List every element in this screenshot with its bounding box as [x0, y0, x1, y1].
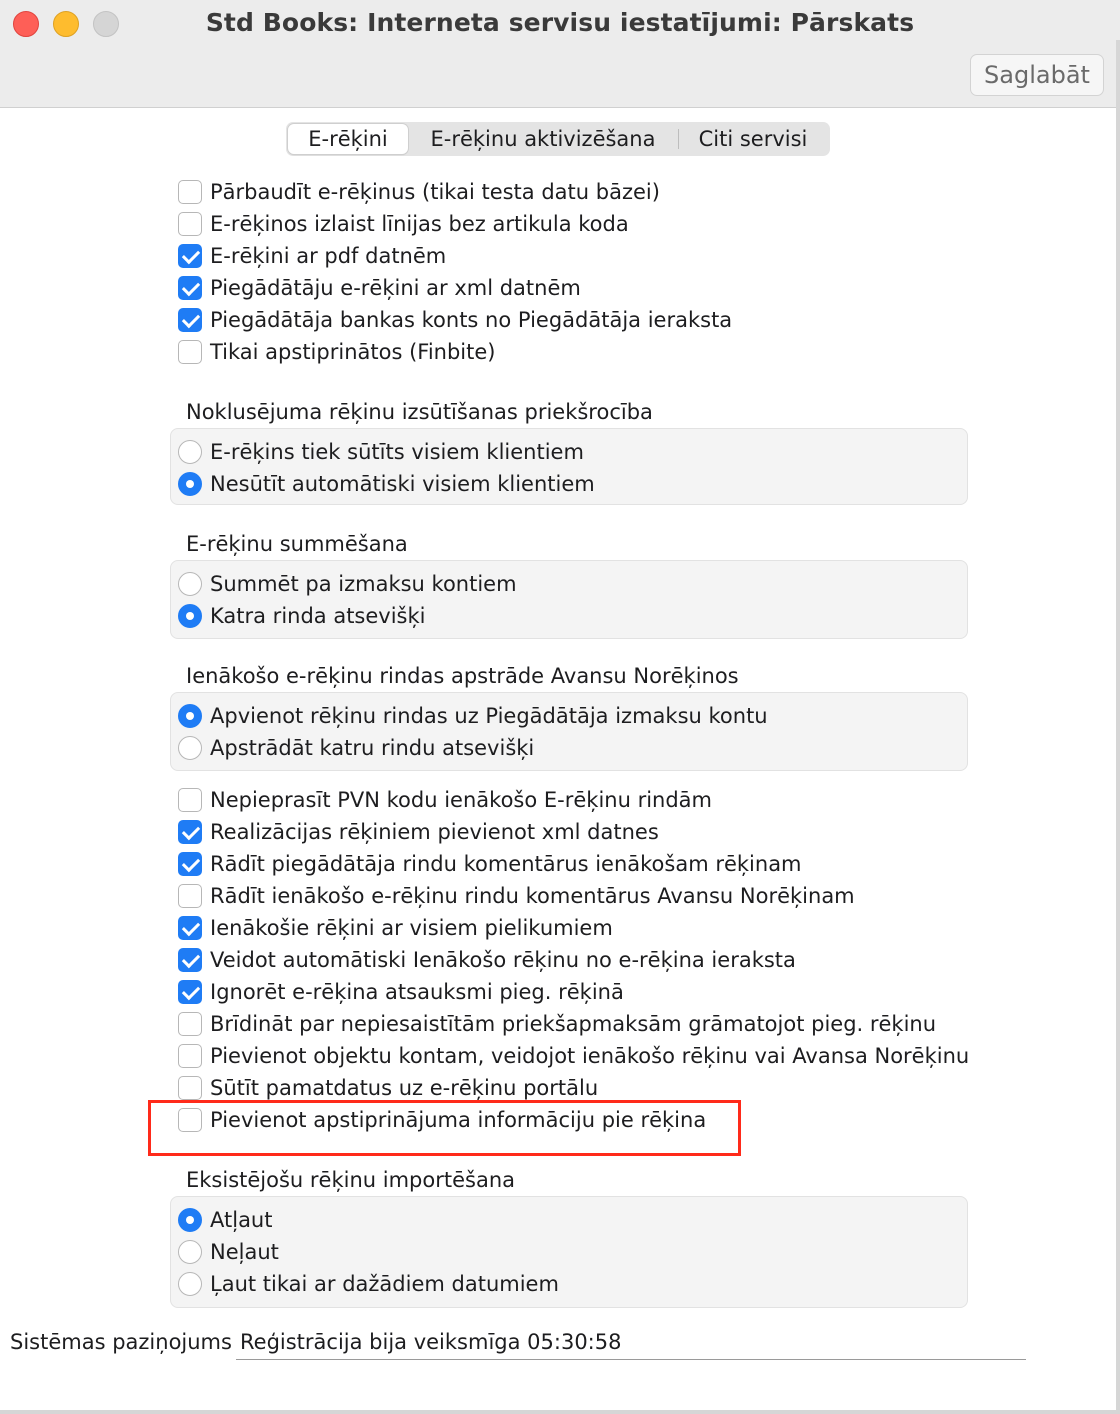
- radio-button[interactable]: [178, 1240, 202, 1264]
- incoming-processing-title: Ienākošo e-rēķinu rindas apstrāde Avansu Norēķinos: [186, 664, 739, 688]
- checkbox-row[interactable]: [178, 1073, 598, 1103]
- checkbox-row[interactable]: [178, 241, 446, 271]
- tab-e-invoice-activation[interactable]: E-rēķinu aktivizēšana: [430, 127, 656, 151]
- checkbox-label: Veidot automātiski Ienākošo rēķinu no e-rēķina ieraksta: [210, 948, 796, 972]
- checkbox[interactable]: [178, 820, 202, 844]
- checkbox[interactable]: [178, 884, 202, 908]
- radio-button[interactable]: [178, 604, 202, 628]
- radio-label: Atļaut: [210, 1208, 273, 1232]
- checkbox[interactable]: [178, 852, 202, 876]
- checkbox[interactable]: [178, 980, 202, 1004]
- checkbox-label: Sūtīt pamatdatus uz e-rēķinu portālu: [210, 1076, 599, 1100]
- radio-label: Katra rinda atsevišķi: [210, 604, 426, 628]
- radio-button[interactable]: [178, 1208, 202, 1232]
- checkbox[interactable]: [178, 1076, 202, 1100]
- checkbox-row[interactable]: [178, 337, 495, 367]
- checkbox-label: Realizācijas rēķiniem pievienot xml datnes: [210, 820, 659, 844]
- radio-label: Nesūtīt automātiski visiem klientiem: [210, 472, 595, 496]
- import-title: Eksistējošu rēķinu importēšana: [186, 1168, 515, 1192]
- checkbox-row[interactable]: [178, 881, 855, 911]
- checkbox-label: Pievienot objektu kontam, veidojot ienākošo rēķinu vai Avansa Norēķinu: [210, 1044, 970, 1068]
- radio-label: Summēt pa izmaksu kontiem: [210, 572, 517, 596]
- tab-bar: [286, 122, 830, 156]
- highlight-box: [148, 1100, 741, 1156]
- radio-row[interactable]: [178, 1269, 559, 1299]
- checkbox-label: E-rēķini ar pdf datnēm: [210, 244, 447, 268]
- checkbox-label: Rādīt ienākošo e-rēķinu rindu komentārus Avansu Norēķinam: [210, 884, 855, 908]
- checkbox-row[interactable]: [178, 1009, 936, 1039]
- checkbox-row[interactable]: [178, 209, 629, 239]
- checkbox-label: Rādīt piegādātāja rindu komentārus ienākošam rēķinam: [210, 852, 802, 876]
- checkbox-label: Ignorēt e-rēķina atsauksmi pieg. rēķinā: [210, 980, 624, 1004]
- status-message: Reģistrācija bija veiksmīga 05:30:58: [236, 1330, 1026, 1360]
- radio-label: E-rēķins tiek sūtīts visiem klientiem: [210, 440, 584, 464]
- checkbox-row[interactable]: [178, 273, 581, 303]
- radio-row[interactable]: [178, 437, 584, 467]
- summing-title: E-rēķinu summēšana: [186, 532, 408, 556]
- checkbox-label: Piegādātāja bankas konts no Piegādātāja ieraksta: [210, 308, 733, 332]
- radio-button[interactable]: [178, 440, 202, 464]
- checkbox[interactable]: [178, 916, 202, 940]
- radio-button[interactable]: [178, 472, 202, 496]
- checkbox-label: Ienākošie rēķini ar visiem pielikumiem: [210, 916, 613, 940]
- radio-row[interactable]: [178, 701, 768, 731]
- title-bar: [0, 0, 1120, 108]
- save-button[interactable]: Saglabāt: [970, 54, 1104, 96]
- radio-row[interactable]: [178, 1237, 279, 1267]
- checkbox-row[interactable]: [178, 913, 613, 943]
- checkbox-label: Pārbaudīt e-rēķinus (tikai testa datu bāzei): [210, 180, 660, 204]
- checkbox[interactable]: [178, 1012, 202, 1036]
- checkbox[interactable]: [178, 948, 202, 972]
- checkbox-label: Pievienot apstiprinājuma informāciju pie rēķina: [210, 1108, 707, 1132]
- radio-button[interactable]: [178, 572, 202, 596]
- radio-button[interactable]: [178, 1272, 202, 1296]
- radio-button[interactable]: [178, 704, 202, 728]
- checkbox-label: Brīdināt par nepiesaistītām priekšapmaksām grāmatojot pieg. rēķinu: [210, 1012, 937, 1036]
- radio-row[interactable]: [178, 601, 426, 631]
- tab-other-services[interactable]: Citi servisi: [698, 127, 808, 151]
- checkbox[interactable]: [178, 788, 202, 812]
- checkbox-row[interactable]: [178, 977, 624, 1007]
- tab-e-invoices[interactable]: E-rēķini: [288, 124, 408, 154]
- radio-label: Apvienot rēķinu rindas uz Piegādātāja izmaksu kontu: [210, 704, 768, 728]
- checkbox[interactable]: [178, 212, 202, 236]
- window-bottom-edge: [0, 1410, 1120, 1414]
- checkbox-row[interactable]: [178, 177, 660, 207]
- radio-label: Neļaut: [210, 1240, 279, 1264]
- checkbox-label: E-rēķinos izlaist līnijas bez artikula koda: [210, 212, 629, 236]
- radio-label: Apstrādāt katru rindu atsevišķi: [210, 736, 535, 760]
- checkbox[interactable]: [178, 1044, 202, 1068]
- checkbox[interactable]: [178, 180, 202, 204]
- radio-button[interactable]: [178, 736, 202, 760]
- checkbox-row[interactable]: [178, 1041, 969, 1071]
- radio-row[interactable]: [178, 569, 517, 599]
- radio-row[interactable]: [178, 1205, 272, 1235]
- radio-row[interactable]: [178, 733, 534, 763]
- checkbox[interactable]: [178, 244, 202, 268]
- checkbox-label: Piegādātāju e-rēķini ar xml datnēm: [210, 276, 581, 300]
- checkbox[interactable]: [178, 276, 202, 300]
- checkbox[interactable]: [178, 308, 202, 332]
- radio-label: Ļaut tikai ar dažādiem datumiem: [210, 1272, 559, 1296]
- window-title: Std Books: Interneta servisu iestatījumi: Pārskats: [205, 8, 915, 37]
- radio-row[interactable]: [178, 469, 595, 499]
- checkbox-row[interactable]: [178, 305, 732, 335]
- send-preference-title: Noklusējuma rēķinu izsūtīšanas priekšrocība: [186, 400, 653, 424]
- checkbox-row[interactable]: [178, 785, 712, 815]
- checkbox-row[interactable]: [178, 945, 796, 975]
- checkbox-row[interactable]: [178, 849, 802, 879]
- status-label: Sistēmas paziņojums: [10, 1330, 232, 1354]
- window-right-edge: [1116, 40, 1120, 1414]
- checkbox-row[interactable]: [178, 817, 659, 847]
- checkbox[interactable]: [178, 340, 202, 364]
- checkbox-label: Tikai apstiprinātos (Finbite): [210, 340, 496, 364]
- checkbox-label: Nepieprasīt PVN kodu ienākošo E-rēķinu rindām: [210, 788, 713, 812]
